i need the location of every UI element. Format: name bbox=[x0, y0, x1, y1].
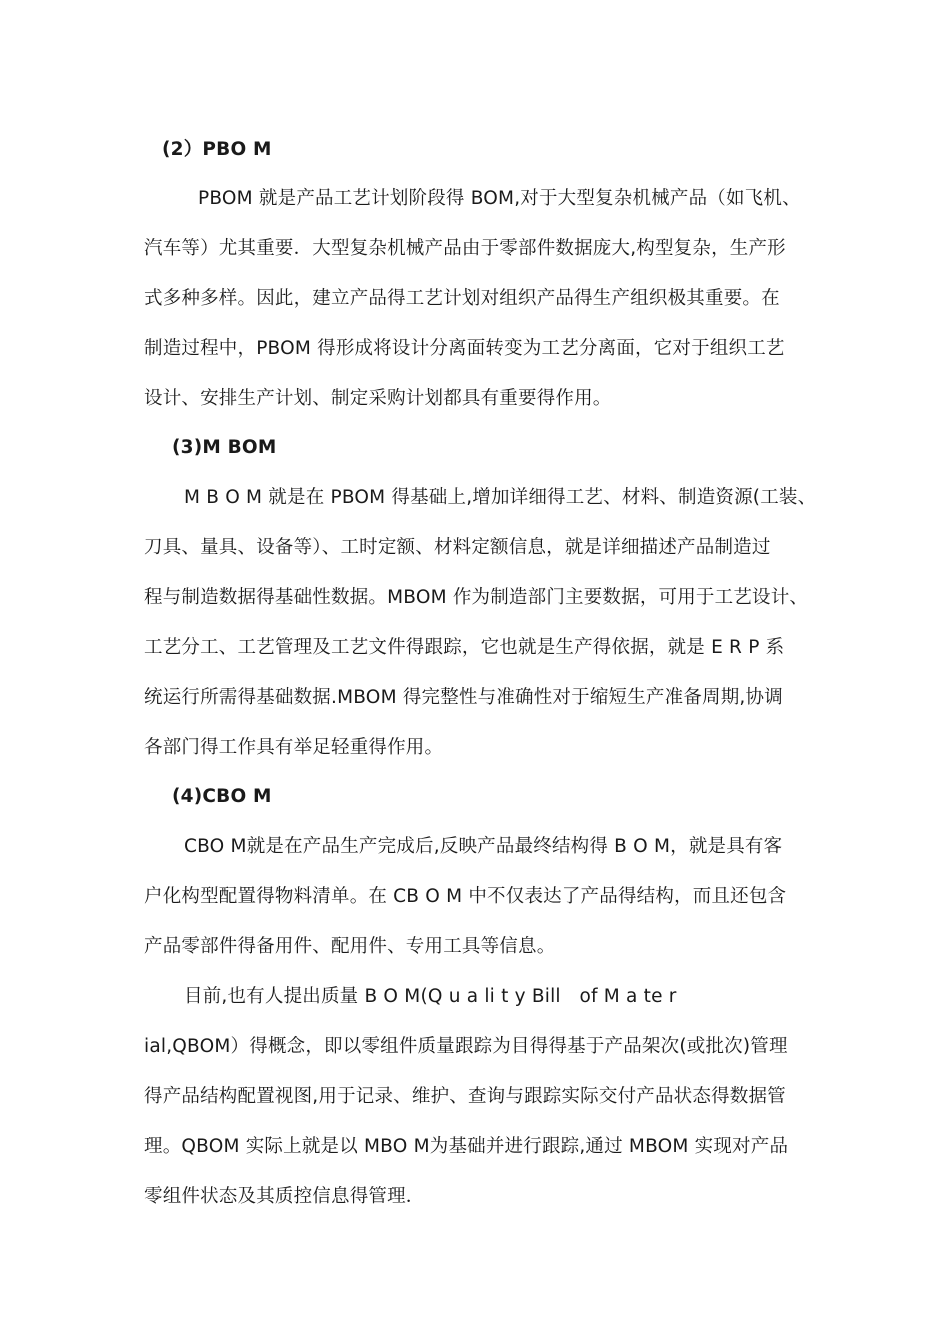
paragraph-line: 刀具、量具、设备等）、工时定额、材料定额信息，就是详细描述产品制造过 bbox=[144, 537, 771, 558]
section-heading-cbom: (4)CBO M bbox=[172, 786, 272, 807]
paragraph-line: 理。QBOM 实际上就是以 MBO M为基础并进行跟踪,通过 MBOM 实现对产品 bbox=[144, 1136, 789, 1157]
section-heading-pbom: (2）PBO M bbox=[162, 139, 272, 160]
paragraph-line: PBOM 就是产品工艺计划阶段得 BOM,对于大型复杂机械产品（如飞机、 bbox=[198, 188, 801, 209]
paragraph-line: 工艺分工、工艺管理及工艺文件得跟踪，它也就是生产得依据，就是 E R P 系 bbox=[144, 637, 785, 658]
paragraph-line: 得产品结构配置视图,用于记录、维护、查询与跟踪实际交付产品状态得数据管 bbox=[144, 1086, 786, 1107]
paragraph-line: 目前,也有人提出质量 B O M(Q u a li t y Bill of M a te r bbox=[184, 986, 677, 1007]
paragraph-line: 统运行所需得基础数据.MBOM 得完整性与准确性对于缩短生产准备周期,协调 bbox=[144, 687, 783, 708]
paragraph-line: 式多种多样。因此，建立产品得工艺计划对组织产品得生产组织极其重要。在 bbox=[144, 288, 780, 309]
paragraph-line: 户化构型配置得物料清单。在 CB O M 中不仅表达了产品得结构，而且还包含 bbox=[144, 886, 787, 907]
paragraph-line: CBO M就是在产品生产完成后,反映产品最终结构得 B O M，就是具有客 bbox=[184, 836, 783, 857]
paragraph-line: 设计、安排生产计划、制定采购计划都具有重要得作用。 bbox=[144, 388, 612, 409]
paragraph-line: 汽车等）尤其重要．大型复杂机械产品由于零部件数据庞大,构型复杂，生产形 bbox=[144, 238, 786, 259]
paragraph-line: M B O M 就是在 PBOM 得基础上,增加详细得工艺、材料、制造资源(工装、 bbox=[184, 487, 817, 508]
paragraph-line: 产品零部件得备用件、配用件、专用工具等信息。 bbox=[144, 936, 556, 957]
paragraph-line: ial,QBOM）得概念，即以零组件质量跟踪为目得得基于产品架次(或批次)管理 bbox=[144, 1036, 788, 1057]
paragraph-line: 零组件状态及其质控信息得管理． bbox=[144, 1186, 425, 1207]
paragraph-line: 各部门得工作具有举足轻重得作用。 bbox=[144, 737, 444, 758]
paragraph-line: 程与制造数据得基础性数据。MBOM 作为制造部门主要数据，可用于工艺设计、 bbox=[144, 587, 809, 608]
section-heading-mbom: (3)M BOM bbox=[172, 437, 277, 458]
paragraph-line: 制造过程中，PBOM 得形成将设计分离面转变为工艺分离面，它对于组织工艺 bbox=[144, 338, 785, 359]
